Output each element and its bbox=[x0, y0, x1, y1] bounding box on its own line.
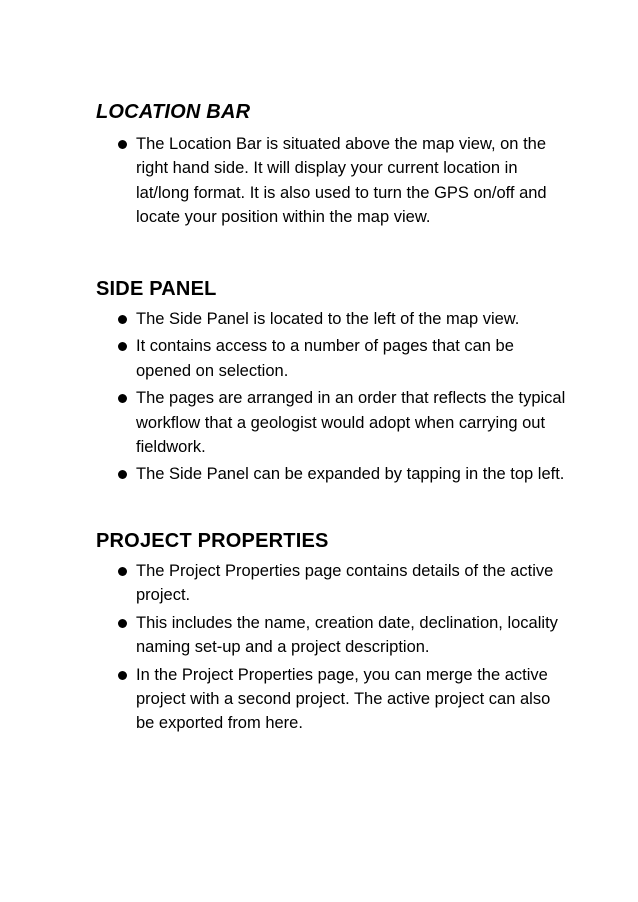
list-item bbox=[96, 334, 566, 383]
list-item bbox=[96, 462, 566, 486]
bullet-icon bbox=[118, 671, 127, 680]
list-item bbox=[96, 559, 566, 608]
bullet-text: It contains access to a number of pages that can be opened on selection. bbox=[136, 337, 514, 380]
list-item bbox=[96, 386, 566, 459]
bullet-text: The Side Panel is located to the left of the map view. bbox=[136, 310, 520, 328]
list-item bbox=[96, 663, 566, 736]
bullet-icon bbox=[118, 342, 127, 351]
bullet-list bbox=[96, 307, 566, 487]
bullet-text: The Side Panel can be expanded by tapping in the top left. bbox=[136, 465, 565, 484]
section-heading: PROJECT PROPERTIES bbox=[96, 530, 329, 552]
section-heading: SIDE PANEL bbox=[96, 278, 217, 300]
bullet-icon bbox=[118, 140, 127, 149]
bullet-text: The pages are arranged in an order that reflects the typical workflow that a geologist would adopt when carrying out fieldwork. bbox=[136, 389, 566, 457]
bullet-text: The Project Properties page contains details of the active project. bbox=[136, 562, 554, 605]
bullet-icon bbox=[118, 567, 127, 576]
section-location-bar bbox=[96, 100, 566, 230]
list-item bbox=[96, 132, 566, 230]
bullet-list bbox=[96, 132, 566, 230]
bullet-text: The Location Bar is situated above the map view, on the right hand side. It will display your current location in lat/long format. It is also used to turn the GPS on/off and locate your position within the map view. bbox=[136, 135, 547, 227]
bullet-icon bbox=[118, 394, 127, 403]
bullet-icon bbox=[118, 315, 127, 324]
bullet-icon bbox=[118, 619, 127, 628]
bullet-text: In the Project Properties page, you can merge the active project with a second project. The active project can also be exported from here. bbox=[136, 665, 551, 733]
section-heading: LOCATION BAR bbox=[96, 101, 251, 123]
bullet-list bbox=[96, 559, 566, 736]
bullet-text: This includes the name, creation date, declination, locality naming set-up and a project description. bbox=[136, 613, 558, 657]
section-project-properties bbox=[96, 529, 566, 736]
list-item bbox=[96, 611, 566, 660]
section-side-panel bbox=[96, 277, 566, 487]
list-item bbox=[96, 307, 566, 331]
bullet-icon bbox=[118, 470, 127, 479]
